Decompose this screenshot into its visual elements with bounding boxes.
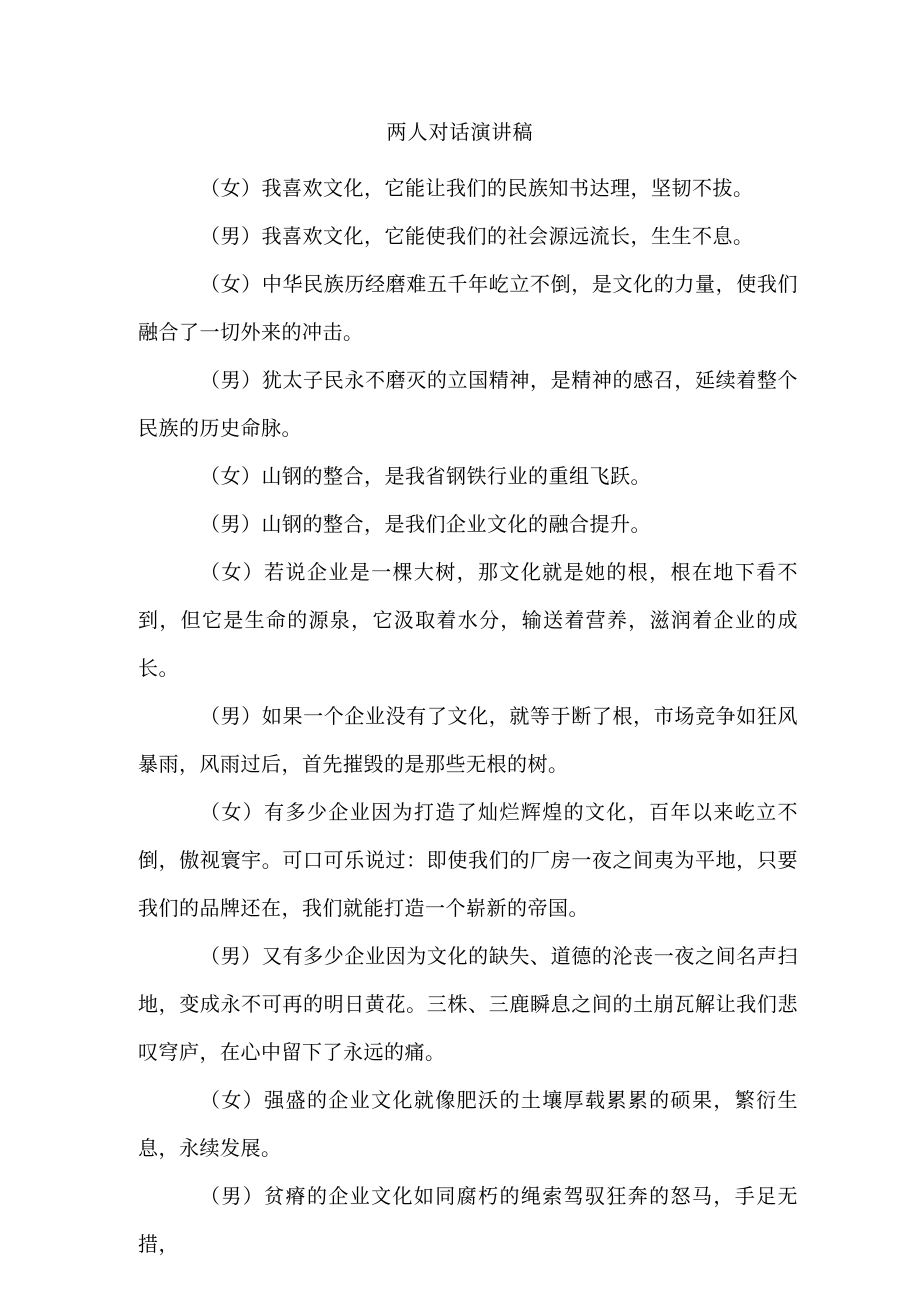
paragraph: （男）我喜欢文化，它能使我们的社会源远流长，生生不息。 [200,224,754,248]
paragraph: （男）山钢的整合，是我们企业文化的融合提升。 [200,512,651,536]
paragraph: （男）贫瘠的企业文化如同腐朽的绳索驾驭狂奔的怒马，手足无措， [138,1184,798,1256]
paragraph: （女）强盛的企业文化就像肥沃的土壤厚载累累的硕果，繁衍生息，永续发展。 [138,1088,798,1160]
paragraph: （女）中华民族历经磨难五千年屹立不倒，是文化的力量，使我们融合了一切外来的冲击。 [138,272,798,344]
paragraph: （女）我喜欢文化，它能让我们的民族知书达理，坚韧不拔。 [200,176,754,200]
paragraph: （男）又有多少企业因为文化的缺失、道德的沦丧一夜之间名声扫地，变成永不可再的明日黄花。三株、三鹿瞬息之间的土崩瓦解让我们悲叹穹庐，在心中留下了永远的痛。 [138,944,798,1064]
paragraph: （男）如果一个企业没有了文化，就等于断了根，市场竞争如狂风暴雨，风雨过后，首先摧毁的是那些无根的树。 [138,704,798,776]
document-title: 两人对话演讲稿 [386,120,534,144]
paragraph: （女）有多少企业因为打造了灿烂辉煌的文化，百年以来屹立不倒，傲视寰宇。可口可乐说过：即使我们的厂房一夜之间夷为平地，只要我们的品牌还在，我们就能打造一个崭新的帝国。 [138,800,798,920]
document-body [138,164,798,1268]
paragraph: （男）犹太子民永不磨灭的立国精神，是精神的感召，延续着整个民族的历史命脉。 [138,368,798,440]
paragraph: （女）山钢的整合，是我省钢铁行业的重组飞跃。 [200,464,651,488]
paragraph: （女）若说企业是一棵大树，那文化就是她的根，根在地下看不到，但它是生命的源泉，它汲取着水分，输送着营养，滋润着企业的成长。 [138,560,798,680]
